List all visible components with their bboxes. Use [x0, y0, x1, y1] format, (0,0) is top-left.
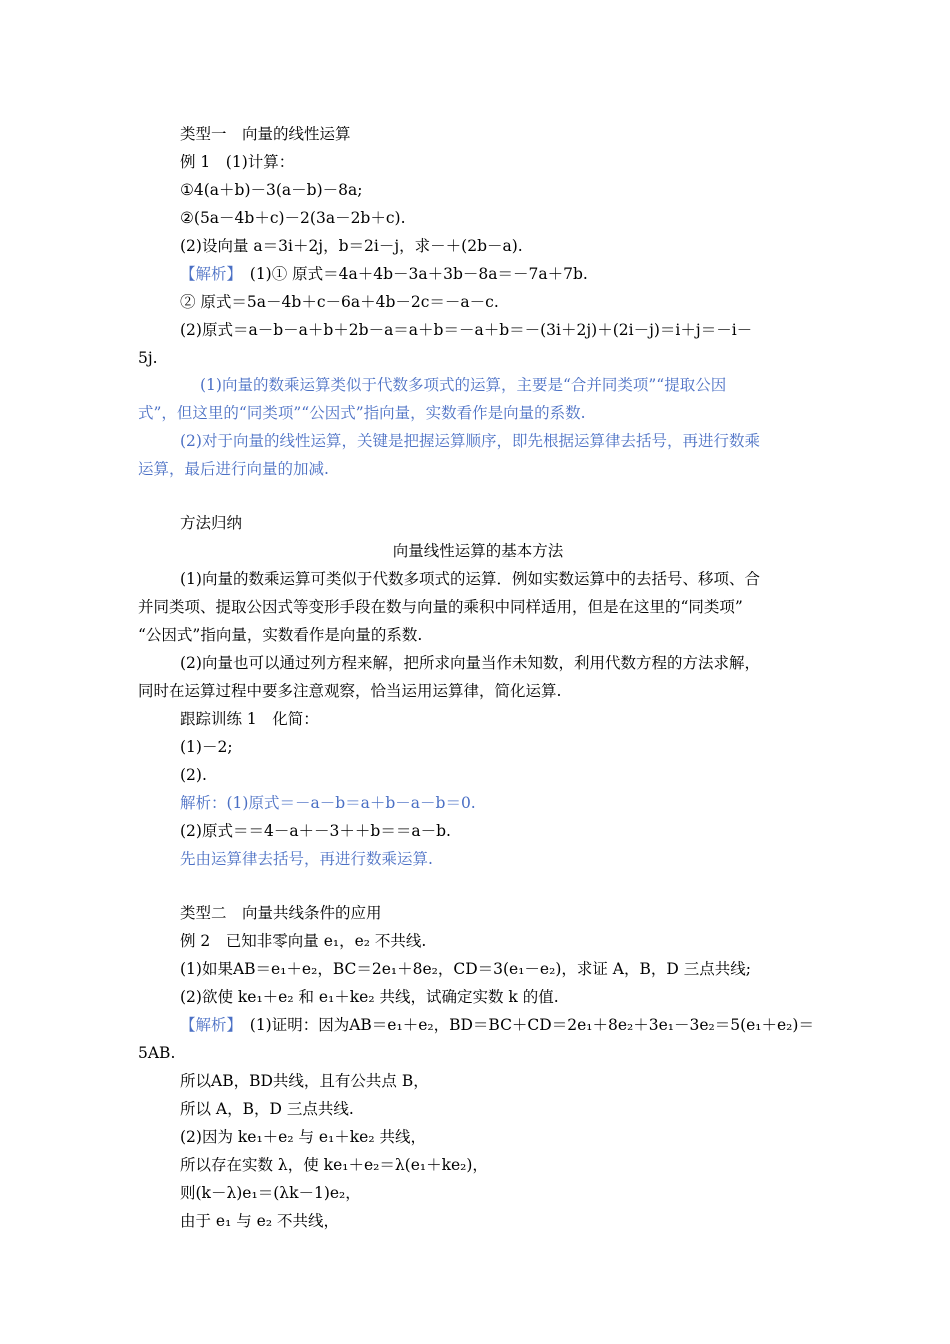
method-para-1-line-2: 并同类项、提取公因式等变形手段在数与向量的乘积中同样适用，但是在这里的“同类项” [138, 598, 743, 616]
example-2-solution-line-1-cont: 5AB. [138, 1044, 176, 1062]
example-2-solution-line-4: (2)因为 ke₁＋e₂ 与 e₁＋ke₂ 共线， [180, 1128, 426, 1146]
practice-solution-line-2: (2)原式＝＝4－a＋－3＋＋b＝＝a－b. [180, 822, 451, 840]
example-2-solution-line-2: 所以AB，BD共线，且有公共点 B， [180, 1072, 429, 1090]
practice-1-item-2: (2). [180, 766, 207, 784]
method-para-2-line-2: 同时在运算过程中要多注意观察，恰当运用运算律，简化运算. [138, 682, 562, 700]
example-1-item-2: ②(5a－4b＋c)－2(3a－2b＋c). [180, 209, 406, 227]
practice-1-label: 跟踪训练 1 化简： [180, 710, 319, 728]
example-2-part-2: (2)欲使 ke₁＋e₂ 和 e₁＋ke₂ 共线，试确定实数 k 的值. [180, 988, 559, 1006]
practice-1-item-1: (1)－2; [180, 738, 233, 756]
note-1-line-1: (1)向量的数乘运算类似于代数多项式的运算，主要是“合并同类项”“提取公因 [200, 376, 727, 394]
example-1-part-2: (2)设向量 a＝3i＋2j，b＝2i－j，求－＋(2b－a). [180, 237, 523, 255]
practice-note: 先由运算律去括号，再进行数乘运算. [180, 850, 433, 868]
section-heading-type-one: 类型一 向量的线性运算 [180, 125, 351, 143]
note-1-line-2: 式”，但这里的“同类项”“公因式”指向量，实数看作是向量的系数. [138, 404, 586, 422]
method-para-2-line-1: (2)向量也可以通过列方程来解，把所求向量当作未知数，利用代数方程的方法求解， [180, 654, 760, 672]
example-1-item-1: ①4(a＋b)－3(a－b)－8a; [180, 181, 363, 199]
method-para-1-line-3: “公因式”指向量，实数看作是向量的系数. [138, 626, 423, 644]
method-para-1-line-1: (1)向量的数乘运算可类似于代数多项式的运算．例如实数运算中的去括号、移项、合 [180, 570, 760, 588]
solution-marker: 【解析】 [180, 265, 235, 283]
note-2-line-1: (2)对于向量的线性运算，关键是把握运算顺序，即先根据运算律去括号，再进行数乘 [180, 432, 760, 450]
example-2-solution-line-7: 由于 e₁ 与 e₂ 不共线， [180, 1212, 339, 1230]
method-title: 向量线性运算的基本方法 [392, 542, 564, 560]
solution-line-3-cont: 5j. [138, 349, 158, 367]
practice-solution-line-1 [180, 792, 820, 814]
example-2-solution-line-1: 【解析】 (1)证明：因为AB＝e₁＋e₂，BD＝BC＋CD＝2e₁＋8e₂＋3e₁－3e₂＝5(e₁＋e₂)＝ [180, 1016, 814, 1034]
example-2-solution-line-6: 则(k－λ)e₁＝(λk－1)e₂， [180, 1184, 361, 1202]
section-heading-type-two: 类型二 向量共线条件的应用 [180, 904, 382, 922]
method-summary-label: 方法归纳 [180, 514, 243, 532]
example-2-solution-line-5: 所以存在实数 λ，使 ke₁＋e₂＝λ(e₁＋ke₂)， [180, 1156, 488, 1174]
example-2-part-1: (1)如果AB＝e₁＋e₂，BC＝2e₁＋8e₂，CD＝3(e₁－e₂)，求证 A，B，D 三点共线; [180, 960, 751, 978]
solution-line-2: ② 原式＝5a－4b＋c－6a＋4b－2c＝－a－c. [180, 293, 499, 311]
note-2-line-2: 运算，最后进行向量的加减. [138, 460, 329, 478]
practice-solution-text: 解析：(1)原式＝－a－b＝a＋b－a－b＝0. [180, 794, 476, 812]
example-1-label: 例 1 (1)计算： [180, 153, 295, 171]
solution-marker: 【解析】 [180, 1016, 235, 1034]
solution-line-1: 【解析】 (1)① 原式＝4a＋4b－3a＋3b－8a＝－7a＋7b. [180, 265, 588, 283]
example-2-solution-line-3: 所以 A，B，D 三点共线. [180, 1100, 354, 1118]
example-2-label: 例 2 已知非零向量 e₁，e₂ 不共线. [180, 932, 427, 950]
solution-line-3: (2)原式＝a－b－a＋b＋2b－a＝a＋b＝－a＋b＝－(3i＋2j)＋(2i－j)＝i＋j＝－i－ [180, 321, 753, 339]
